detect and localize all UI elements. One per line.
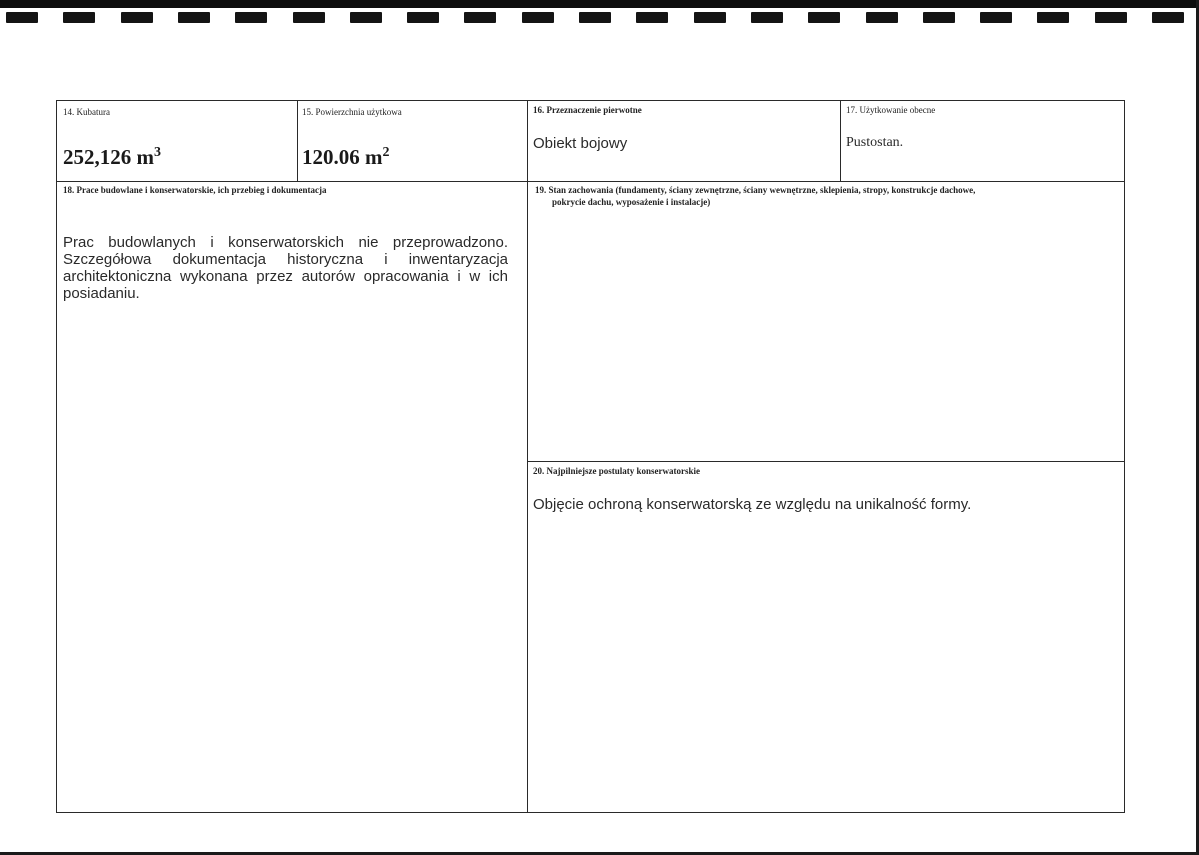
field-kubatura-label: 14. Kubatura (63, 107, 110, 117)
field-kubatura-exponent: 3 (154, 145, 161, 160)
binding-hole (636, 12, 668, 23)
field-powierzchnia-exponent: 2 (382, 145, 390, 160)
field-postulaty-label: 20. Najpilniejsze postulaty konserwatorskie (533, 466, 700, 476)
binding-hole (751, 12, 783, 23)
binding-hole (6, 12, 38, 23)
binding-hole (407, 12, 439, 23)
binding-hole (178, 12, 210, 23)
field-prace-budowlane (57, 182, 527, 812)
binding-hole (1152, 12, 1184, 23)
field-stan-zachowania-label-line1: 19. Stan zachowania (fundamenty, ściany zewnętrzne, ściany wewnętrzne, sklepienia, stropy, konstrukcje dachowe, (535, 185, 976, 195)
binding-hole (579, 12, 611, 23)
binding-holes-strip (0, 8, 1199, 24)
binding-hole (694, 12, 726, 23)
binding-hole (980, 12, 1012, 23)
binding-hole (923, 12, 955, 23)
field-uzytkowanie-label: 17. Użytkowanie obecne (846, 105, 936, 115)
field-prace-budowlane-value: Prac budowlanych i konserwatorskich nie przeprowadzono. Szczegółowa dokumentacja historyczna i inwentaryzacja architektoniczna wykonana przez autorów opracowania i w ich posiadaniu. (63, 234, 508, 302)
field-postulaty (528, 462, 1124, 812)
field-powierzchnia-value: 120.06 $m^2$ (302, 145, 390, 169)
binding-hole (121, 12, 153, 23)
field-przeznaczenie (528, 101, 840, 181)
binding-hole (866, 12, 898, 23)
field-przeznaczenie-value: Obiekt bojowy (533, 135, 628, 152)
field-przeznaczenie-label: 16. Przeznaczenie pierwotne (533, 105, 642, 115)
field-powierzchnia-label: 15. Powierzchnia użytkowa (302, 107, 402, 117)
field-stan-zachowania-label-line2: pokrycie dachu, wyposażenie i instalacje) (552, 197, 711, 207)
scan-top-edge (0, 0, 1199, 8)
field-kubatura (57, 101, 297, 181)
field-kubatura-value: 252,126 $m^3$ (63, 145, 161, 169)
field-uzytkowanie (841, 101, 1124, 181)
binding-hole (1037, 12, 1069, 23)
binding-hole (63, 12, 95, 23)
binding-hole (350, 12, 382, 23)
form-table (56, 100, 1125, 813)
binding-hole (808, 12, 840, 23)
field-powierzchnia (298, 101, 527, 181)
binding-hole (464, 12, 496, 23)
binding-hole (1095, 12, 1127, 23)
field-prace-budowlane-label: 18. Prace budowlane i konserwatorskie, ich przebieg i dokumentacja (63, 185, 327, 195)
binding-hole (235, 12, 267, 23)
field-postulaty-value: Objęcie ochroną konserwatorską ze względu na unikalność formy. (533, 496, 972, 513)
binding-hole (522, 12, 554, 23)
binding-hole (293, 12, 325, 23)
field-stan-zachowania (528, 182, 1124, 461)
field-uzytkowanie-value: Pustostan. (846, 135, 904, 150)
